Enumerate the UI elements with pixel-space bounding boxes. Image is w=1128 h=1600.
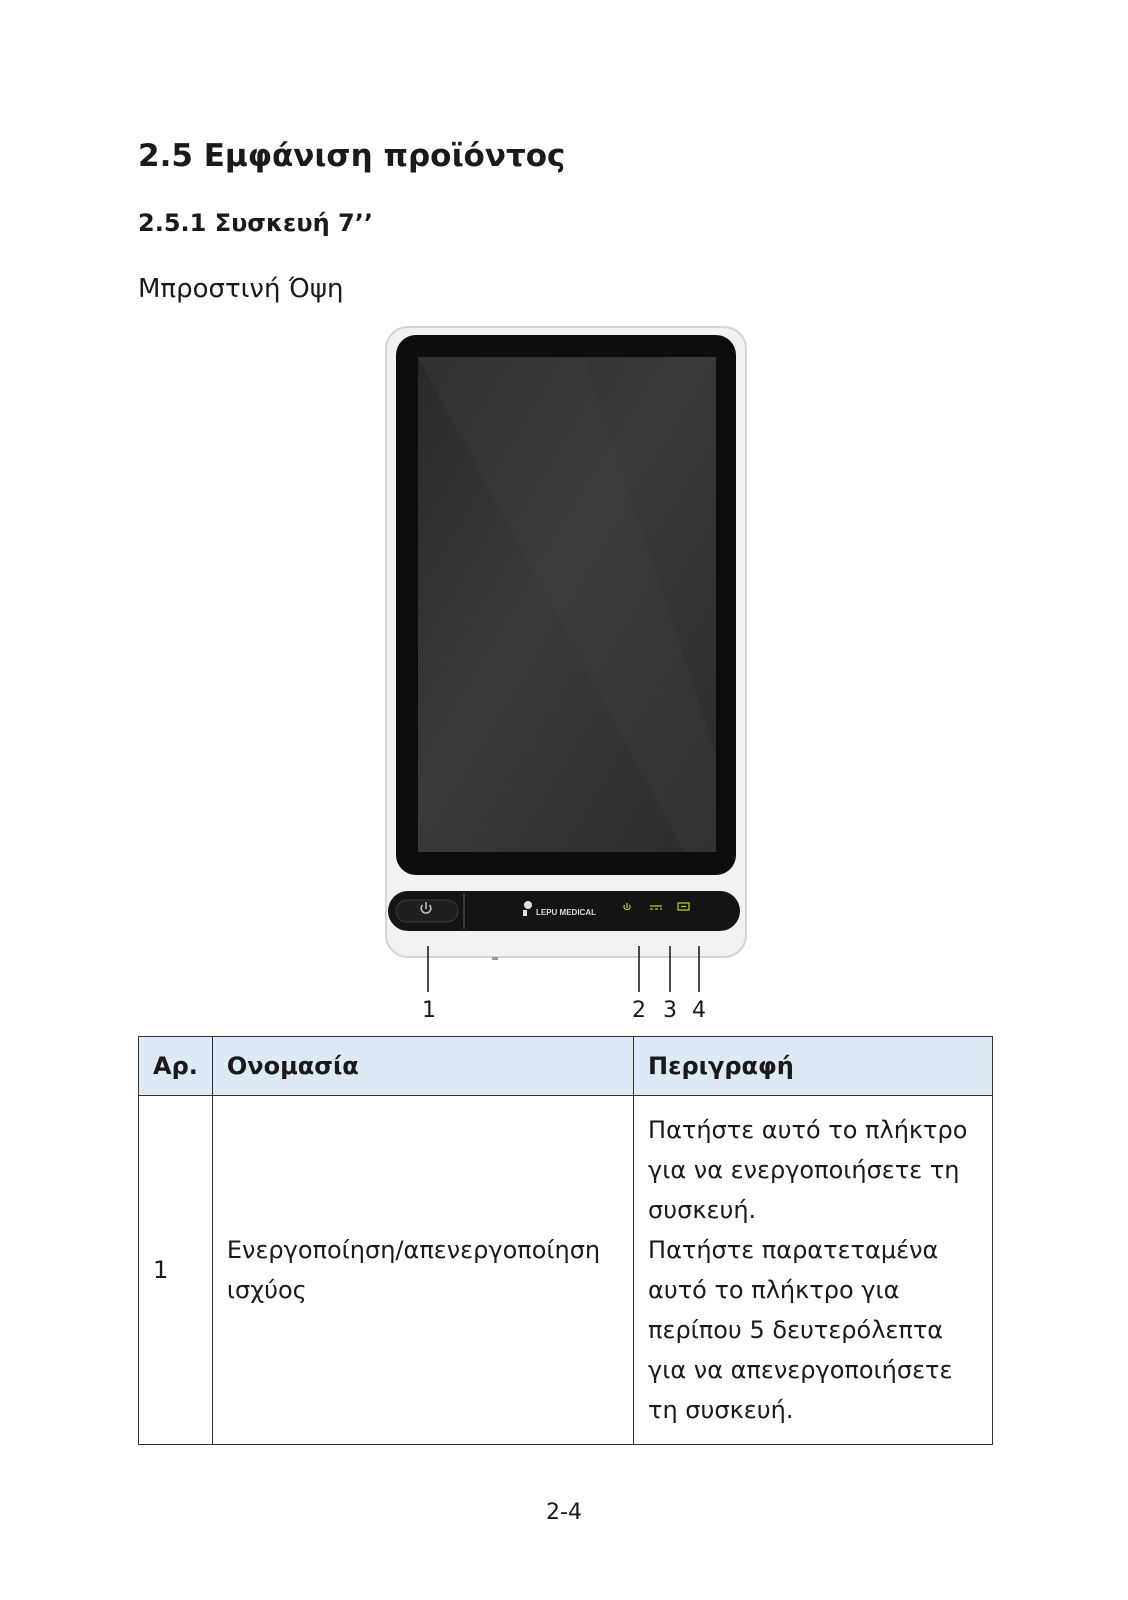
view-label: Μπροστινή Όψη: [138, 274, 344, 304]
subsection-heading: 2.5.1 Συσκευή 7’’: [138, 209, 373, 237]
power-key: [396, 900, 458, 922]
section-heading: 2.5 Εμφάνιση προϊόντος: [138, 138, 566, 174]
brand-logo-text: LEPU MEDICAL: [536, 908, 596, 917]
callout-number: 2: [632, 998, 646, 1023]
header-description: Περιγραφή: [634, 1037, 993, 1096]
row-number: 1: [139, 1096, 213, 1445]
description-paragraph: Πατήστε αυτό το πλήκτρο για να ενεργοποιήσετε τη συσκευή.: [648, 1116, 968, 1224]
callout-number: 3: [663, 998, 677, 1023]
row-name: Ενεργοποίηση/απενεργοποίηση ισχύος: [212, 1096, 633, 1445]
description-paragraph: Πατήστε παρατεταμένα αυτό το πλήκτρο για περίπου 5 δευτερόλεπτα για να απενεργοποιήσετε τη συσκευή.: [648, 1236, 953, 1424]
callout-number: 4: [692, 998, 706, 1023]
page-number: 2-4: [546, 1500, 582, 1525]
callout-number: 1: [422, 998, 436, 1023]
table-header-row: [139, 1037, 993, 1096]
component-table: [138, 1036, 993, 1445]
table-row: [139, 1096, 993, 1445]
device-front-view: [384, 325, 748, 965]
header-number: Αρ.: [139, 1037, 213, 1096]
header-name: Ονομασία: [212, 1037, 633, 1096]
row-description: [634, 1096, 993, 1445]
